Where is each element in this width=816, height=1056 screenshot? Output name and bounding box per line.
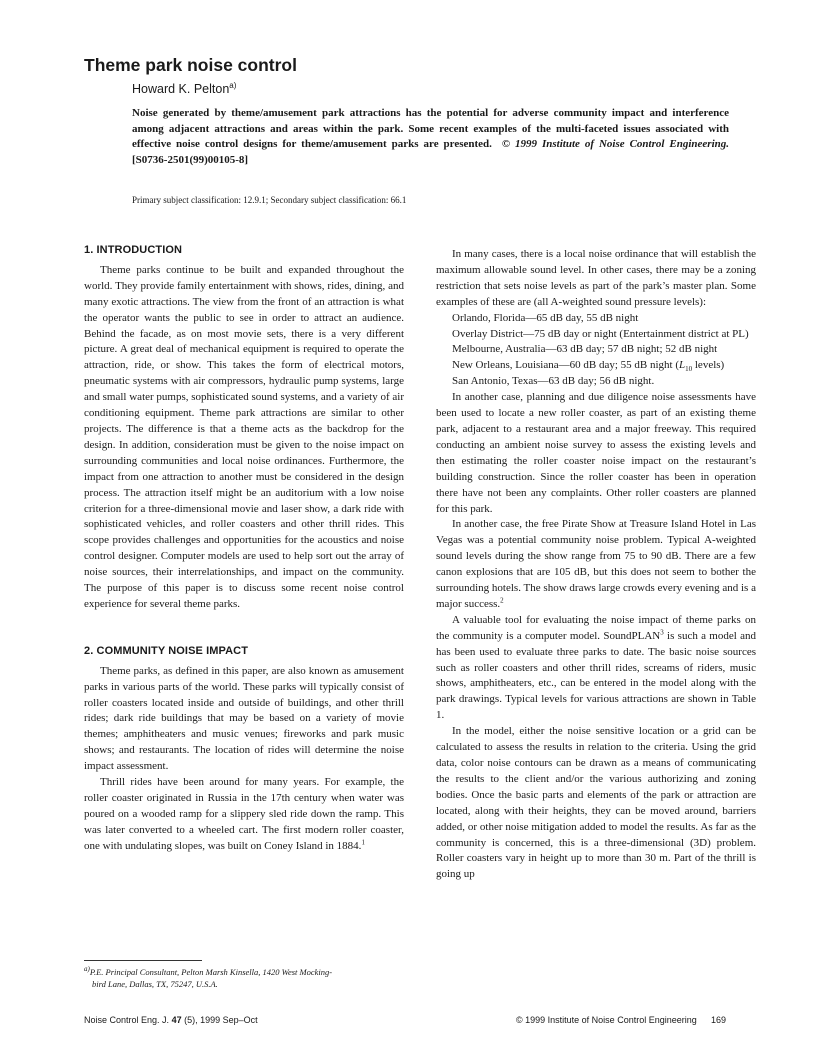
reference-mark-1: 1	[361, 838, 365, 847]
abstract-copyright: © 1999 Institute of Noise Control Engineering.	[501, 138, 729, 151]
footer-copyright: © 1999 Institute of Noise Control Engineering	[516, 1015, 697, 1025]
l10-subscript: 10	[685, 365, 693, 374]
abstract	[132, 106, 729, 168]
author-line	[132, 82, 236, 96]
footer-volume: 47	[171, 1015, 182, 1025]
right-paragraph-2: In another case, planning and due diligence noise assessments have been used to locate a new roller coaster, as part of an existing theme park, adjacent to a restaurant area and a major freeway. This required conducting an ambient noise survey to assess the existing levels and then estimating the roller coaster noise impact on the restaurant’s building construction. Since the roller coaster has been in operation there have not been any complaints. Other roller coasters are planned for this park.	[436, 391, 756, 515]
subject-classification: Primary subject classification: 12.9.1; Secondary subject classification: 66.1	[132, 195, 407, 205]
page-number: 169	[711, 1015, 727, 1025]
right-paragraph-4-text-b: is such a model and has been used to evaluate three parks to date. The basic noise sources such as roller coasters and other thrill rides, screams of riders, music shows, amphitheaters, etc., can be entered in the model along with the park drawings. Typical levels for various attractions are shown in Table 1.	[436, 629, 756, 722]
intro-paragraph-1: Theme parks continue to be built and expanded throughout the world. They provide family entertainment with shows, rides, dining, and many exotic attractions. The view from the front of an attraction is what the operator wants the public to see in order to attract an audience. Behind the facade, as on most movie sets, there is a very different picture. A great deal of mechanical equipment is required to operate the attraction, ride, or show. This takes the form of electrical motors, pneumatic systems with air compressors, hydraulic pump systems, large and small water pumps, sophisticated sound systems, and a variety of air conditioning equipment. Theme park attractions are similar to other projects. The difference is that a theme acts as the backdrop for the design. In addition, consideration must be given to the noise impact on surrounding communities and local noise ordinances. Furthermore, the impact from one attraction to another must be considered in the design process. The attraction itself might be an auditorium with a low noise criterion for a three-dimensional movie and laser show, a dark ride with sophisticated vehicles, and roller coasters and other thrill rides. This scope provides challenges and opportunities for the acoustics and noise control designer. Computer models are used to help sort out the array of noise sources, their interrelationships, and impact on the community. The purpose of this paper is to discuss some recent noise control experience for several theme parks.	[84, 263, 404, 610]
example-san-antonio: San Antonio, Texas—63 dB day; 56 dB night.	[452, 375, 655, 388]
example-new-orleans	[436, 358, 756, 374]
footer-issue: (5), 1999 Sep–Oct	[184, 1015, 258, 1025]
example-new-orleans-text: New Orleans, Louisiana—60 dB day; 55 dB night (	[452, 359, 679, 372]
reference-mark-3: 3	[660, 628, 664, 637]
right-paragraph-3	[436, 517, 756, 612]
author-name: Howard K. Pelton	[132, 82, 230, 96]
right-paragraph-1: In many cases, there is a local noise ordinance that will establish the maximum allowable sound level. In other cases, there may be a zoning restriction that sets noise levels as part of the park’s master plan. Some examples of these are (all A-weighted sound pressure levels):	[436, 248, 756, 308]
footnote-line-2: bird Lane, Dallas, TX, 75247, U.S.A.	[92, 979, 218, 989]
abstract-code: [S0736-2501(99)00105-8]	[132, 153, 249, 166]
l10-symbol: L	[679, 359, 686, 372]
community-paragraph-2-text: Thrill rides have been around for many years. For example, the roller coaster originated in Russia in the 17th century when water was poured on a wooded ramp for a slippery sled ride down the ramp. This was later converted to a wheeled cart. The first modern roller coaster, one with undulating slopes, was built on Coney Island in 1884.	[84, 776, 404, 852]
reference-mark-2: 2	[500, 596, 504, 605]
right-paragraph-4-text-a: A valuable tool for evaluating the noise impact of theme parks on the community is a computer model. SoundPLAN	[436, 613, 756, 642]
right-paragraph-4	[436, 613, 756, 724]
author-affiliation-mark: a)	[229, 80, 237, 90]
footer-journal	[84, 1015, 258, 1025]
left-column	[84, 243, 404, 855]
example-melbourne: Melbourne, Australia—63 dB day; 57 dB night; 52 dB night	[452, 343, 718, 356]
article-title: Theme park noise control	[84, 55, 297, 75]
community-paragraph-1: Theme parks, as defined in this paper, are also known as amusement parks in various parts of the world. These parks will typically consist of roller coasters located inside and outside of buildings, and other thrill rides; dark ride buildings that may be based on a variety of movie themes; amphitheaters and music venues; fireworks and park music shows; and restaurants. The location of rides will determine the noise impact assessment.	[84, 664, 404, 773]
footer-journal-name: Noise Control Eng. J.	[84, 1015, 170, 1025]
section-heading-introduction: 1. INTRODUCTION	[84, 244, 183, 256]
footnote-mark: a)	[84, 965, 90, 974]
right-column	[436, 247, 756, 883]
example-new-orleans-end: levels)	[692, 359, 725, 372]
abstract-text: Noise generated by theme/amusement park attractions has the potential for adverse community impact and interference among adjacent attractions and areas within the park. Some recent examples of the multi-faceted issues associated with effective noise control designs for theme/amusement parks are presented.	[132, 107, 729, 151]
community-paragraph-2	[84, 775, 404, 855]
right-paragraph-3-text: In another case, the free Pirate Show at Treasure Island Hotel in Las Vegas was a potential community noise problem. Typical A-weighted sound levels during the show range from 75 to 90 dB. There are a few canon explosions that are 105 dB, but this does not seem to bother the surrounding hotels. The show draws large crowds every evening and is a major success.	[436, 518, 756, 610]
example-overlay-district: Overlay District—75 dB day or night (Entertainment district at PL)	[452, 327, 749, 340]
example-orlando: Orlando, Florida—65 dB day, 55 dB night	[452, 311, 639, 324]
footnote-rule	[84, 960, 202, 961]
footnote	[84, 966, 404, 990]
right-paragraph-5: In the model, either the noise sensitive location or a grid can be calculated to assess the results in relation to the criteria. Using the grid data, color noise contours can be drawn as a means of communicating the results to the client and/or the various authorizing and zoning bodies. Once the basic parts and elements of the park or attraction are located, along with their heights, they can be moved around, barriers added, or other noise mitigation added to model the results. As far as the community is concerned, this is a three-dimensional (3D) problem. Roller coasters vary in height up to more than 30 m. Part of the thrill is going up	[436, 725, 756, 881]
footnote-line-1: P.E. Principal Consultant, Pelton Marsh Kinsella, 1420 West Mocking-	[89, 967, 333, 977]
section-heading-community-noise: 2. COMMUNITY NOISE IMPACT	[84, 644, 249, 657]
